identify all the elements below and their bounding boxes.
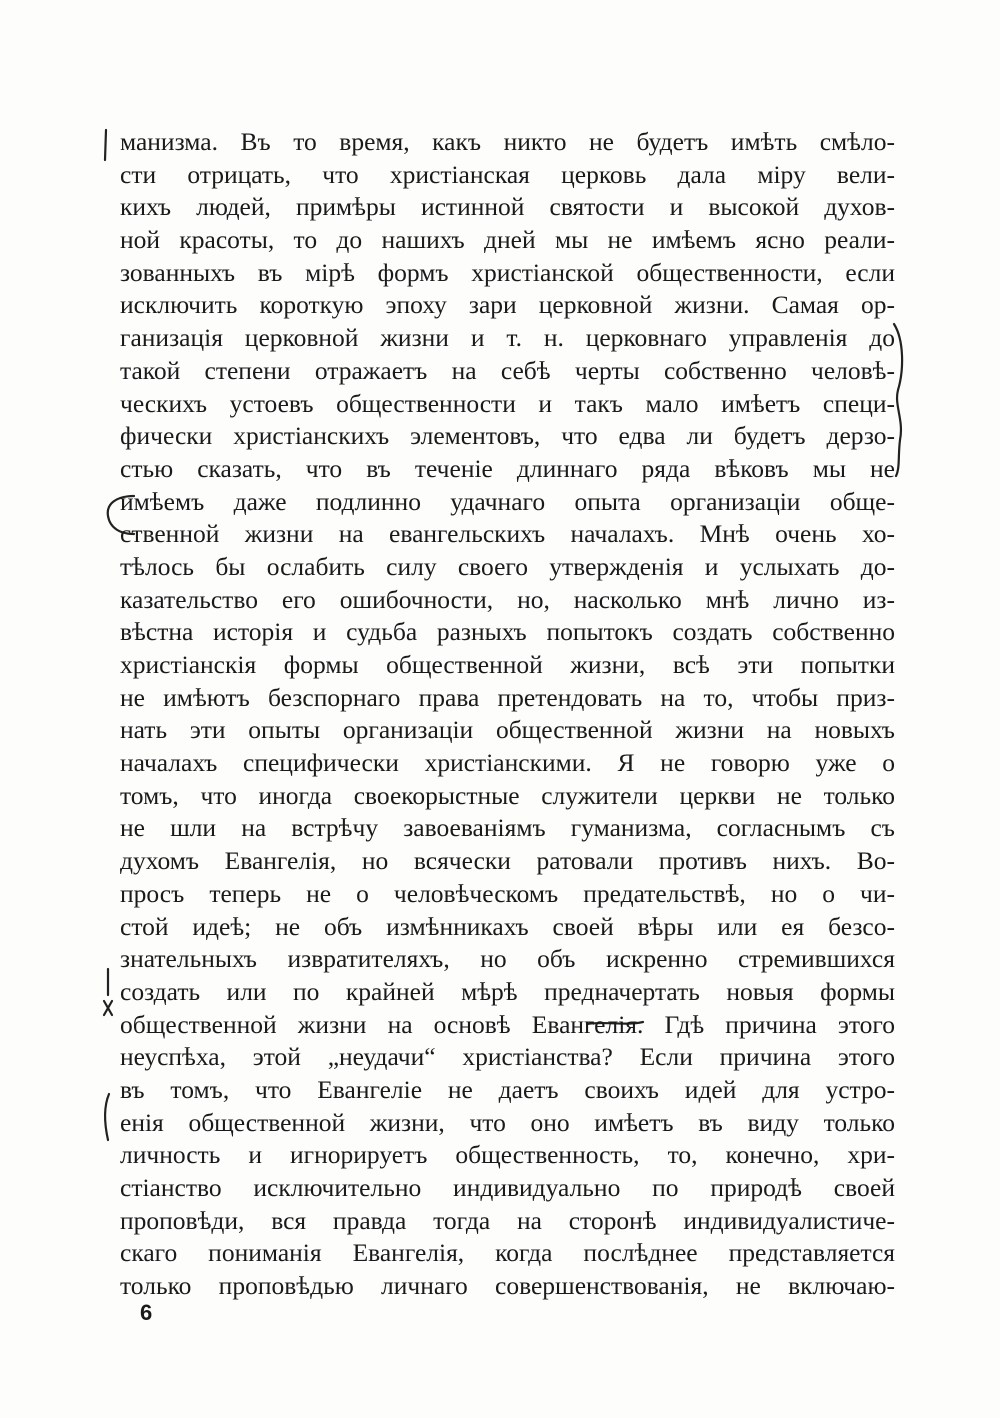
text-line: просъ теперь не о человѣческомъ предательствѣ, но о чи- bbox=[120, 878, 895, 908]
text-line: общественной жизни на основѣ Евангелія. Гдѣ причина этого bbox=[120, 1009, 895, 1039]
text-line: фически христіанскихъ элементовъ, что едва ли будетъ дерзо- bbox=[120, 421, 895, 451]
text-line: исключить короткую эпоху зари церковной жизни. Самая ор- bbox=[120, 290, 895, 320]
text-line: скаго пониманія Евангелія, когда послѣднее представляется bbox=[120, 1238, 895, 1268]
text-line: ной красоты, то до нашихъ дней мы не имѣемъ ясно реали- bbox=[120, 225, 895, 255]
text-line: томъ, что иногда своекорыстные служители церкви не только bbox=[120, 780, 895, 810]
text-line: ганизація церковной жизни и т. н. церковнаго управленія до bbox=[120, 323, 895, 353]
margin-mark-left-lower bbox=[98, 965, 120, 1025]
text-line: стой идеѣ; не объ измѣнникахъ своей вѣры или ея безсо- bbox=[120, 911, 895, 941]
text-line: создать или по крайней мѣрѣ предначертать новыя формы bbox=[120, 976, 895, 1006]
body-text bbox=[120, 126, 895, 1303]
text-line: стью сказать, что въ теченіе длиннаго ряда вѣковъ мы не bbox=[120, 453, 895, 483]
text-line: вѣстна исторія и судьба разныхъ попытокъ создать собственно bbox=[120, 617, 895, 647]
text-line: стіанство исключительно индивидуально по природѣ своей bbox=[120, 1173, 895, 1202]
text-line: не шли на встрѣчу завоеваніямъ гуманизма, согласнымъ съ bbox=[120, 813, 895, 843]
text-line: ственной жизни на евангельскихъ началахъ. Мнѣ очень хо- bbox=[120, 519, 895, 549]
text-line: такой степени отражаетъ на себѣ черты собственно человѣ- bbox=[120, 355, 895, 385]
page-number: 6 bbox=[140, 1300, 153, 1325]
text-line: казательство его ошибочности, но, насколько мнѣ лично из- bbox=[120, 584, 895, 614]
text-line: зованныхъ въ мірѣ формъ христіанской общественности, если bbox=[120, 257, 895, 287]
text-line: проповѣди, вся правда тогда на сторонѣ индивидуалистиче- bbox=[120, 1205, 895, 1235]
text-line: въ томъ, что Евангеліе не даетъ своихъ идей для устро- bbox=[120, 1074, 895, 1104]
text-line: кихъ людей, примѣры истинной святости и высокой духов- bbox=[120, 192, 895, 222]
text-line: ческихъ устоевъ общественности и такъ мало имѣетъ специ- bbox=[120, 388, 895, 418]
text-line: имѣемъ даже подлинно удачнаго опыта организаціи обще- bbox=[120, 486, 895, 516]
text-line: началахъ специфически христіанскими. Я не говорю уже о bbox=[120, 748, 895, 778]
text-line: только проповѣдью личнаго совершенствованія, не включаю- bbox=[120, 1271, 895, 1301]
text-line: христіанскія формы общественной жизни, всѣ эти попытки bbox=[120, 650, 895, 679]
text-line: не имѣютъ безспорнаго права претендовать на то, чтобы приз- bbox=[120, 682, 895, 712]
text-line: енія общественной жизни, что оно имѣетъ въ виду только bbox=[120, 1107, 895, 1137]
text-line: неуспѣха, этой „неудачи“ христіанства? Если причина этого bbox=[120, 1042, 895, 1072]
margin-mark-top-left bbox=[100, 128, 114, 162]
text-line: манизма. Въ то время, какъ никто не будетъ имѣть смѣло- bbox=[120, 127, 895, 156]
text-line: личность и игнорируетъ общественность, то, конечно, хри- bbox=[120, 1140, 895, 1170]
text-line: тѣлось бы ослабить силу своего утвержденія и услыхать до- bbox=[120, 551, 895, 581]
text-line: духомъ Евангелія, но всячески ратовали противъ нихъ. Во- bbox=[120, 846, 895, 876]
text-line: сти отрицать, что христіанская церковь дала міру вели- bbox=[120, 159, 895, 189]
margin-mark-left-bottom bbox=[100, 1092, 116, 1144]
text-line: знательныхъ извратителяхъ, но объ искренно стремившихся bbox=[120, 944, 895, 974]
text-line: нать эти опыты организаціи общественной жизни на новыхъ bbox=[120, 715, 895, 745]
